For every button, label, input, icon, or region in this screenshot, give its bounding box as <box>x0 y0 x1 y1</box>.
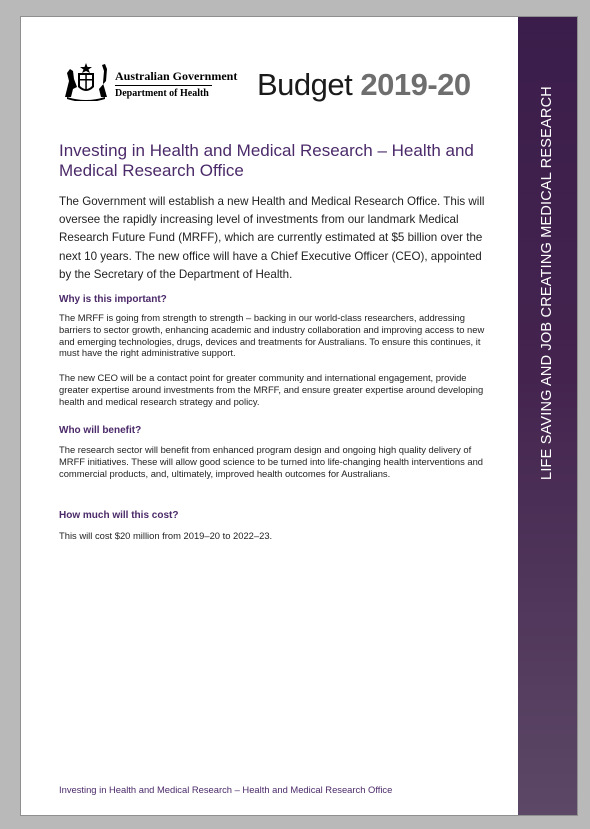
section-paragraph: This will cost $20 million from 2019–20 to 2022–23. <box>59 530 273 541</box>
budget-word: Budget <box>257 67 353 102</box>
page-title: Investing in Health and Medical Research – Health and Medical Research Office <box>59 141 474 180</box>
side-banner-text: LIFE SAVING AND JOB CREATING MEDICAL RESEARCH <box>539 86 555 480</box>
coat-of-arms-icon <box>61 59 111 101</box>
budget-year: 2019-20 <box>360 67 471 102</box>
page-footer: Investing in Health and Medical Research – Health and Medical Research Office <box>59 784 393 795</box>
document-page <box>20 16 578 816</box>
section-paragraph: The new CEO will be a contact point for greater community and international engagement, provide greater expertise around investments from the MRFF, and ensure greater expertise around developing health and medical research strategy and policy. <box>59 372 484 407</box>
section-heading-why: Why is this important? <box>59 294 167 305</box>
section-paragraph: The MRFF is going from strength to strength – backing in our world-class researchers, addressing barriers to sector growth, enhancing academic and industry collaboration and improving access to new and emerging technologies, drugs, devices and treatments for Australians. To ensure this continues, it must have the right administrative support. <box>59 312 485 359</box>
section-paragraph: The research sector will benefit from enhanced program design and ongoing high quality delivery of MRFF initiatives. These will allow good science to be turned into life-changing health interventions and commercial products, and, ultimately, improved health outcomes for Australians. <box>59 444 484 479</box>
government-name: Australian Government <box>115 69 238 83</box>
logo-divider <box>115 85 212 86</box>
section-heading-who: Who will benefit? <box>59 425 142 436</box>
department-name: Department of Health <box>115 88 209 99</box>
intro-paragraph: The Government will establish a new Health and Medical Research Office. This will oversee the rapidly increasing level of investments from our landmark Medical Research Future Fund (MRFF), which are currently estimated at $5 billion over the next 10 years. The new office will have a Chief Executive Officer (CEO), appointed by the Secretary of the Department of Health. <box>59 195 485 281</box>
budget-heading <box>257 67 471 103</box>
section-heading-cost: How much will this cost? <box>59 510 179 521</box>
